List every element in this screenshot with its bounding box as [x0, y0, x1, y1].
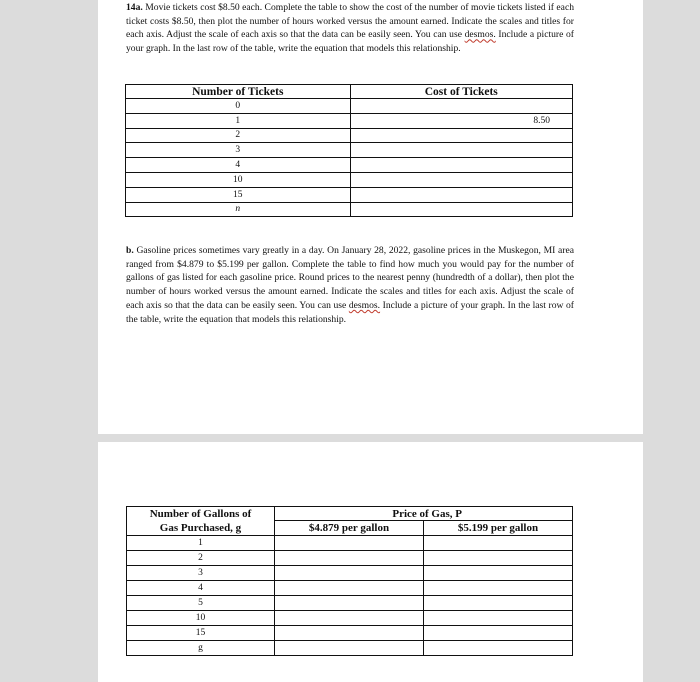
gallons-header-line2: Gas Purchased, g — [159, 522, 242, 534]
price2-cell[interactable] — [424, 551, 573, 566]
tickets-table — [125, 84, 573, 217]
document-page-2 — [98, 442, 643, 682]
tickets-column-header: Number of Tickets — [126, 85, 351, 99]
problem-14a-body: Movie tickets cost $8.50 each. Complete the table to show the cost of the number of movie tickets listed if each ticket costs $8.50, then plot the number of hours worked versus the amount earned. Indicate the scales and titles for each axis. Adjust the scale of each axis so that the data can be easily seen. You can use — [126, 2, 574, 41]
cost-column-header: Cost of Tickets — [350, 85, 573, 99]
table-row — [126, 202, 573, 217]
table-row — [126, 128, 573, 143]
tickets-cell: 2 — [126, 128, 351, 143]
cost-cell[interactable] — [350, 99, 573, 114]
gallons-cell: 5 — [127, 596, 275, 611]
tickets-cell: 0 — [126, 99, 351, 114]
tickets-cell: 10 — [126, 172, 351, 187]
price2-cell[interactable] — [424, 536, 573, 551]
table-row — [126, 113, 573, 128]
cost-cell[interactable] — [350, 202, 573, 217]
cost-cell[interactable] — [350, 187, 573, 202]
problem-14a-label: 14a. — [126, 2, 143, 13]
price1-cell[interactable] — [275, 536, 424, 551]
problem-14a-text — [126, 1, 574, 56]
table-row — [126, 158, 573, 173]
cost-cell[interactable]: 8.50 — [350, 113, 573, 128]
table-row — [127, 536, 573, 551]
tickets-cell: 4 — [126, 158, 351, 173]
gallons-cell: g — [127, 641, 275, 656]
price2-cell[interactable] — [424, 581, 573, 596]
price1-cell[interactable] — [275, 596, 424, 611]
table-row — [127, 596, 573, 611]
problem-b-text — [126, 244, 574, 326]
price1-cell[interactable] — [275, 581, 424, 596]
tickets-cell: 1 — [126, 113, 351, 128]
price1-cell[interactable] — [275, 551, 424, 566]
price1-cell[interactable] — [275, 626, 424, 641]
price2-cell[interactable] — [424, 596, 573, 611]
desmos-link-text: desmos. — [464, 29, 496, 41]
price2-cell[interactable] — [424, 641, 573, 656]
problem-b-body: Gasoline prices sometimes vary greatly in a day. On January 28, 2022, gasoline prices in the Muskegon, MI area ranged from $4.879 to $5.199 per gallon. Complete the table to find how much you would pay for the number of gallons of gas listed for each gasoline price. Round prices to the nearest penny (hundredth of a dollar), then plot the number of hours worked versus the amount earned. Indicate the scales and titles for each axis. Adjust the scale of each axis so that the data can be easily seen. You can use — [126, 245, 574, 311]
gallons-cell: 1 — [127, 536, 275, 551]
gallons-column-header — [127, 507, 275, 536]
price2-cell[interactable] — [424, 626, 573, 641]
table-row — [127, 566, 573, 581]
table-row — [126, 99, 573, 114]
price1-cell[interactable] — [275, 611, 424, 626]
gallons-cell: 2 — [127, 551, 275, 566]
table-row — [127, 611, 573, 626]
table-row — [127, 641, 573, 656]
problem-b-body-end: Include a picture of your graph. In the last row of the table, write the equation that models this relationship. — [126, 299, 574, 325]
table-row — [126, 143, 573, 158]
cost-cell[interactable] — [350, 158, 573, 173]
desmos-link-text: desmos. — [348, 299, 381, 311]
price1-cell[interactable] — [275, 641, 424, 656]
gallons-cell: 10 — [127, 611, 275, 626]
table-row — [126, 187, 573, 202]
price1-column-header: $4.879 per gallon — [275, 521, 424, 536]
table-row — [126, 172, 573, 187]
tickets-cell: 3 — [126, 143, 351, 158]
cost-cell[interactable] — [350, 143, 573, 158]
gas-price-table — [126, 506, 573, 656]
table-row — [127, 551, 573, 566]
document-page-1 — [98, 0, 643, 434]
price-group-header: Price of Gas, P — [275, 507, 573, 521]
price1-cell[interactable] — [275, 566, 424, 581]
gallons-cell: 15 — [127, 626, 275, 641]
price2-cell[interactable] — [424, 566, 573, 581]
gallons-cell: 3 — [127, 566, 275, 581]
price2-column-header: $5.199 per gallon — [424, 521, 573, 536]
problem-b-label: b. — [126, 245, 134, 256]
cost-cell[interactable] — [350, 128, 573, 143]
table-row — [127, 581, 573, 596]
price2-cell[interactable] — [424, 611, 573, 626]
problem-14a-body-end: Include a picture of your graph. In the last row of the table, write the equation that models this relationship. — [126, 29, 574, 55]
gallons-cell: 4 — [127, 581, 275, 596]
gallons-header-line1: Number of Gallons of — [149, 508, 252, 520]
tickets-cell: 15 — [126, 187, 351, 202]
tickets-cell: n — [126, 202, 351, 217]
table-row — [127, 626, 573, 641]
cost-cell[interactable] — [350, 172, 573, 187]
